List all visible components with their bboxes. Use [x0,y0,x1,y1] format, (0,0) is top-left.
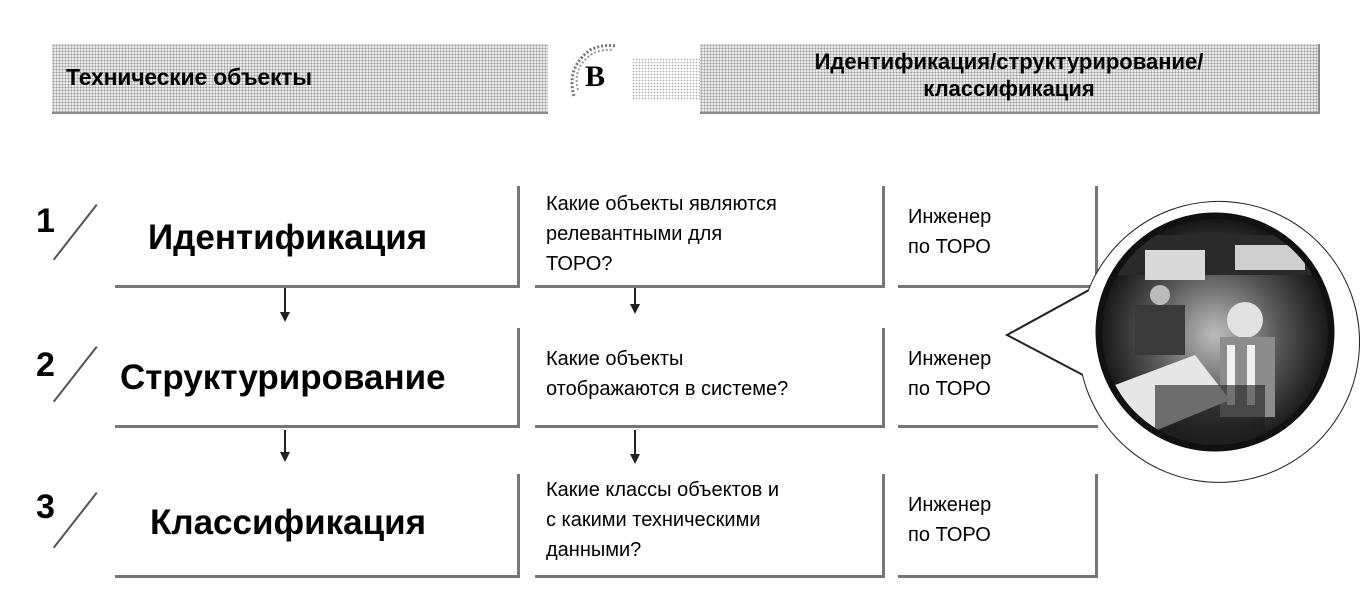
header-right-title-line1: Идентификация/структурирование/ [814,49,1204,74]
role-3-line-1: Инженер [908,494,992,516]
step-label-1: Идентификация [148,218,428,257]
step-label-2: Структурирование [120,358,446,397]
step-number-1: 1 [36,202,55,240]
step-slash-3 [53,492,98,548]
role-text-2 [908,344,991,404]
logo-letter: B [585,60,606,93]
role-1-line-2: по ТОРО [908,236,991,258]
header-dotted-separator [632,58,702,100]
header-right-title-line2: классификация [923,76,1095,101]
question-text-1 [546,189,777,279]
question-text-3 [546,475,779,565]
question-1-line-3: ТОРО? [546,253,613,275]
down-arrow-icon [278,288,294,324]
question-1-line-2: релевантными для [546,223,723,245]
question-3-line-3: данными? [546,539,642,561]
step-slash-2 [53,346,98,402]
header-left-panel [52,44,548,114]
role-2-line-2: по ТОРО [908,378,991,400]
step-label-3: Классификация [150,503,427,542]
question-1-line-1: Какие объекты являются [546,193,777,215]
logo [560,38,630,118]
down-arrow-icon [278,430,294,466]
header-left-title: Технические объекты [66,64,312,90]
step-number-3: 3 [36,488,55,526]
down-arrow-icon [628,288,644,316]
speech-bubble-callout [995,195,1360,480]
role-3-line-2: по ТОРО [908,524,991,546]
question-text-2 [546,344,788,404]
role-text-3 [908,490,991,550]
step-number-2: 2 [36,346,55,384]
header-right-panel [700,44,1320,114]
step-slash-1 [53,204,98,260]
down-arrow-icon [628,430,644,466]
role-text-1 [908,202,991,262]
question-3-line-1: Какие классы объектов и [546,479,779,501]
question-3-line-2: с какими техническими [546,509,761,531]
role-1-line-1: Инженер [908,206,992,228]
role-2-line-1: Инженер [908,348,992,370]
question-2-line-2: отображаются в системе? [546,378,789,400]
question-2-line-1: Какие объекты [546,348,684,370]
